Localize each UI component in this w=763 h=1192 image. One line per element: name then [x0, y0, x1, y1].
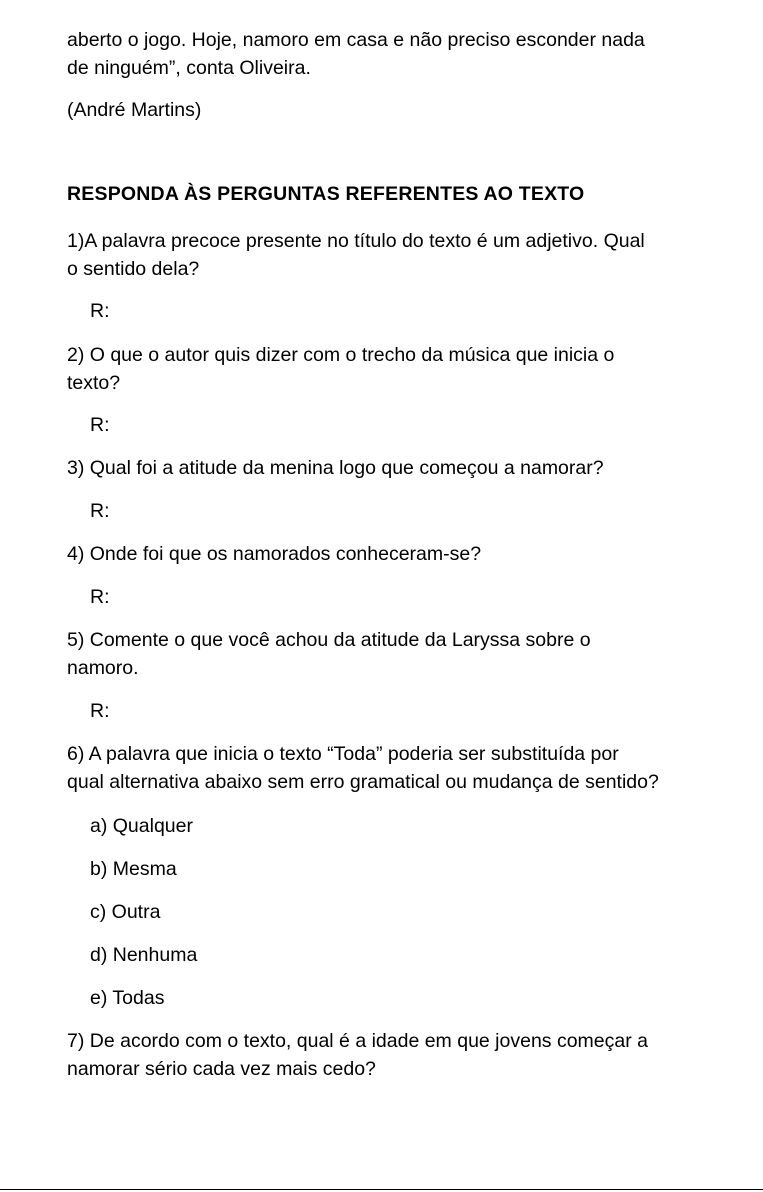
- answer-1-label: R:: [90, 300, 110, 322]
- question-5-line-2: namoro.: [67, 657, 139, 679]
- question-1-line-2: o sentido dela?: [67, 258, 200, 280]
- question-4-line-1: 4) Onde foi que os namorados conheceram-se?: [67, 543, 482, 565]
- question-1-line-1: 1)A palavra precoce presente no título do texto é um adjetivo. Qual: [67, 230, 645, 252]
- section-heading: RESPONDA ÀS PERGUNTAS REFERENTES AO TEXTO: [67, 183, 585, 205]
- question-6-line-2: qual alternativa abaixo sem erro gramatical ou mudança de sentido?: [67, 771, 659, 793]
- intro-line-2: de ninguém”, conta Oliveira.: [67, 57, 311, 79]
- answer-5-label: R:: [90, 700, 110, 722]
- answer-3-label: R:: [90, 500, 110, 522]
- option-b: b) Mesma: [90, 858, 177, 880]
- question-2-line-2: texto?: [67, 372, 121, 394]
- option-e: e) Todas: [90, 987, 165, 1009]
- intro-line-1: aberto o jogo. Hoje, namoro em casa e não preciso esconder nada: [67, 29, 645, 51]
- question-5-line-1: 5) Comente o que você achou da atitude da Laryssa sobre o: [67, 629, 591, 651]
- answer-2-label: R:: [90, 414, 110, 436]
- page-bottom-divider: [0, 1189, 763, 1190]
- option-d: d) Nenhuma: [90, 944, 198, 966]
- option-c: c) Outra: [90, 901, 161, 923]
- question-6-line-1: 6) A palavra que inicia o texto “Toda” poderia ser substituída por: [67, 743, 619, 765]
- question-2-line-1: 2) O que o autor quis dizer com o trecho da música que inicia o: [67, 344, 615, 366]
- question-7-line-2: namorar sério cada vez mais cedo?: [67, 1058, 376, 1080]
- question-3-line-1: 3) Qual foi a atitude da menina logo que começou a namorar?: [67, 457, 604, 479]
- option-a: a) Qualquer: [90, 815, 193, 837]
- question-7-line-1: 7) De acordo com o texto, qual é a idade em que jovens começar a: [67, 1030, 648, 1052]
- author-credit: (André Martins): [67, 99, 202, 121]
- answer-4-label: R:: [90, 586, 110, 608]
